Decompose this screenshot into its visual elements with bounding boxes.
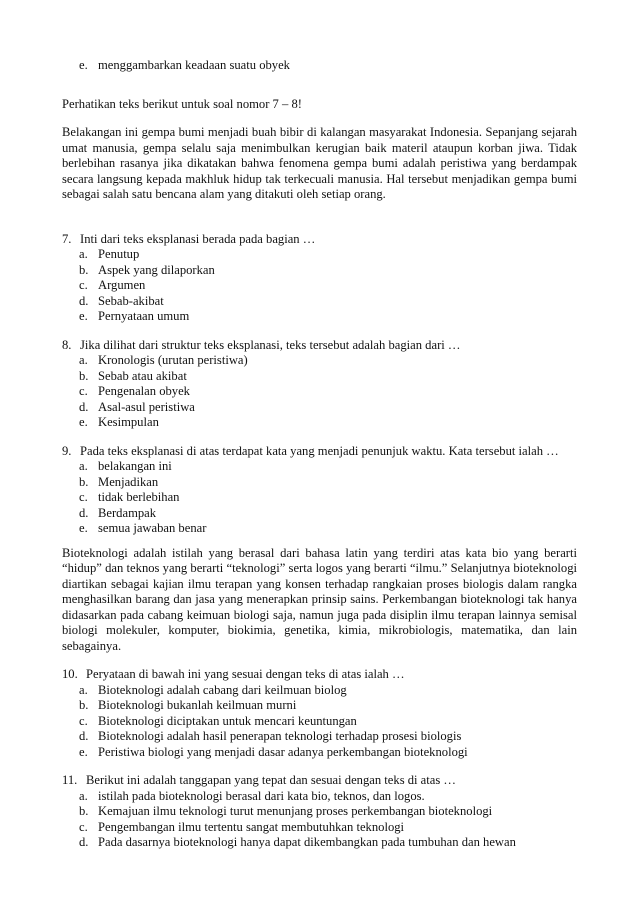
option-label: a. (79, 459, 88, 473)
question-text: Berikut ini adalah tanggapan yang tepat dan sesuai dengan teks di atas … (86, 773, 457, 787)
option-text: Bioteknologi adalah cabang dari keilmuan biolog (98, 682, 347, 697)
option-label: a. (79, 247, 88, 261)
question-10 (62, 667, 577, 760)
option-a (79, 247, 577, 263)
option-label: a. (79, 353, 88, 367)
question-number: 8. (62, 337, 72, 352)
option-text: Penutup (98, 247, 140, 261)
option-b (79, 263, 577, 279)
option-label: d. (79, 399, 89, 414)
option-label: c. (79, 278, 88, 292)
option-c (79, 490, 577, 506)
option-a (79, 683, 577, 699)
option-label: d. (79, 505, 89, 520)
option-text: menggambarkan keadaan suatu obyek (98, 58, 290, 72)
option-label: b. (79, 698, 89, 712)
question-text: Inti dari teks eksplanasi berada pada bagian … (80, 231, 316, 246)
option-text: Kronologis (urutan peristiwa) (98, 353, 248, 367)
option-c (79, 714, 577, 730)
option-c (79, 278, 577, 294)
option-label: d. (79, 835, 89, 849)
option-label: b. (79, 804, 89, 818)
question-number: 11. (62, 773, 78, 787)
option-label: c. (79, 490, 88, 504)
question-8 (62, 338, 577, 431)
option-e (79, 521, 577, 537)
option-a (79, 459, 577, 475)
option-text: Argumen (98, 278, 146, 292)
question-number: 7. (62, 231, 72, 246)
option-text: Pada dasarnya bioteknologi hanya dapat dikembangkan pada tumbuhan dan hewan (98, 835, 516, 849)
option-label: c. (79, 713, 88, 728)
option-text: Pengenalan obyek (98, 384, 190, 398)
option-b (79, 804, 577, 820)
option-e-previous (79, 58, 577, 74)
option-label: d. (79, 729, 89, 743)
option-text: Bioteknologi diciptakan untuk mencari keuntungan (98, 713, 357, 728)
option-e (79, 745, 577, 761)
option-label: e. (79, 415, 88, 429)
option-d (79, 506, 577, 522)
option-text: Kesimpulan (98, 415, 159, 429)
option-c (79, 820, 577, 836)
option-a (79, 353, 577, 369)
option-label: e. (79, 309, 88, 323)
option-text: Pengembangan ilmu tertentu sangat membutuhkan teknologi (98, 819, 405, 834)
option-text: Bioteknologi adalah hasil penerapan teknologi terhadap prosesi biologis (98, 729, 462, 743)
option-b (79, 369, 577, 385)
option-label: b. (79, 262, 89, 277)
instruction: Perhatikan teks berikut untuk soal nomor 7 – 8! (62, 96, 302, 111)
question-number: 10. (62, 667, 78, 681)
option-label: a. (79, 788, 88, 803)
option-a (79, 789, 577, 805)
option-label: d. (79, 293, 89, 308)
option-label: c. (79, 819, 88, 834)
option-text: Asal-asul peristiwa (98, 399, 195, 414)
option-b (79, 698, 577, 714)
option-text: Peristiwa biologi yang menjadi dasar adanya perkembangan bioteknologi (98, 744, 468, 759)
option-d (79, 835, 577, 851)
option-text: belakangan ini (98, 459, 172, 473)
option-text: Bioteknologi bukanlah keilmuan murni (98, 698, 297, 712)
option-text: Pernyataan umum (98, 309, 190, 323)
option-text: Kemajuan ilmu teknologi turut menunjang proses perkembangan bioteknologi (98, 804, 493, 818)
option-label: a. (79, 682, 88, 697)
option-e (79, 309, 577, 325)
option-c (79, 384, 577, 400)
question-number: 9. (62, 443, 72, 458)
option-text: istilah pada bioteknologi berasal dari kata bio, teknos, dan logos. (98, 788, 425, 803)
passage-earthquake: Belakangan ini gempa bumi menjadi buah bibir di kalangan masyarakat Indonesia. Sepanjang sejarah umat manusia, gempa selalu saja menimbulkan kerugian baik materil ataupun korban jiwa. Tidak berlebihan rasanya jika dikatakan bahwa fenomena gempa bumi adalah peristiwa yang berdampak secara langsung kepada makhluk hidup tak terkecuali manusia. Hal tersebut menjadikan gempa bumi sebagai salah satu bencana alam yang ditakuti oleh setiap orang. (62, 125, 577, 201)
question-7 (62, 232, 577, 325)
passage-biotechnology: Bioteknologi adalah istilah yang berasal dari bahasa latin yang terdiri atas kata bio yang berarti “hidup” dan teknos yang berarti “teknologi” serta logos yang berarti “ilmu.” Selanjutnya bioteknologi diartikan sebagai kajian ilmu terapan yang konsen terhadap rangkaian proses biologis dalam rangka menghasilkan barang dan jasa yang menerapkan prinsip sains. Perkembangan bioteknologi tak hanya didasarkan pada cabang keimuan biologi saja, namun juga pada disiplin ilmu terapan lainnya semisal biologi molekuler, komputer, biokimia, genetika, kimia, mikrobiologis, matematika, dan lain sebagainya. (62, 545, 577, 653)
option-text: Sebab atau akibat (98, 368, 187, 383)
option-label: e. (79, 744, 88, 759)
option-e (79, 415, 577, 431)
option-text: Sebab-akibat (98, 293, 164, 308)
option-d (79, 400, 577, 416)
question-text: Pada teks eksplanasi di atas terdapat kata yang menjadi penunjuk waktu. Kata tersebut ialah … (80, 443, 559, 458)
option-d (79, 294, 577, 310)
option-d (79, 729, 577, 745)
option-label: b. (79, 368, 89, 383)
question-9 (62, 444, 577, 537)
option-text: Aspek yang dilaporkan (98, 262, 215, 277)
question-11 (62, 773, 577, 851)
option-label: e. (79, 521, 88, 535)
option-text: Berdampak (98, 505, 157, 520)
option-text: tidak berlebihan (98, 490, 180, 504)
option-label: b. (79, 474, 89, 489)
option-label: c. (79, 384, 88, 398)
option-text: Menjadikan (98, 474, 159, 489)
question-text: Peryataan di bawah ini yang sesuai dengan teks di atas ialah … (86, 667, 405, 681)
document-page (62, 58, 577, 851)
option-b (79, 475, 577, 491)
option-label: e. (79, 58, 88, 72)
option-text: semua jawaban benar (98, 521, 207, 535)
question-text: Jika dilihat dari struktur teks eksplanasi, teks tersebut adalah bagian dari … (80, 337, 461, 352)
